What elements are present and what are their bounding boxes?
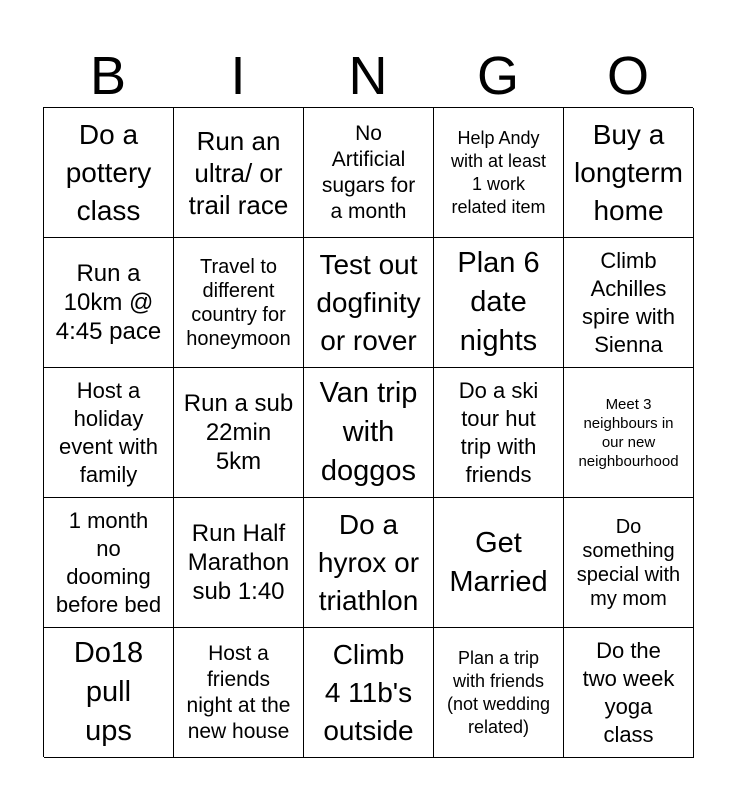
bingo-cell[interactable] [44, 628, 174, 758]
cell-text: Run a sub 22min 5km [183, 390, 294, 475]
bingo-cell[interactable] [304, 108, 434, 238]
cell-text: Run Half Marathon sub 1:40 [187, 520, 290, 605]
bingo-cell[interactable] [434, 238, 564, 368]
bingo-cell[interactable] [304, 498, 434, 628]
cell-text: Climb 4 11b's outside [323, 638, 414, 746]
cell-text: Do something special with my mom [576, 515, 681, 610]
cell-text: Do18 pull ups [73, 637, 144, 747]
bingo-cell[interactable] [174, 498, 304, 628]
bingo-cell[interactable] [564, 108, 694, 238]
header-letter-i: I [230, 46, 246, 106]
bingo-cell[interactable] [434, 108, 564, 238]
cell-text: Travel to different country for honeymoon [186, 255, 291, 350]
bingo-cell[interactable] [174, 628, 304, 758]
bingo-cell[interactable] [304, 628, 434, 758]
cell-text: Do a ski tour hut trip with friends [458, 377, 539, 487]
bingo-cell[interactable] [304, 238, 434, 368]
bingo-cell[interactable] [564, 238, 694, 368]
cell-text: Do a hyrox or triathlon [317, 508, 420, 616]
header-letter-o: O [606, 46, 649, 106]
bingo-cell[interactable] [44, 498, 174, 628]
header-letter-g: G [476, 46, 519, 106]
cell-text: Plan 6 date nights [457, 247, 540, 357]
bingo-cell[interactable] [174, 108, 304, 238]
bingo-cell[interactable] [44, 238, 174, 368]
cell-text: Meet 3 neighbours in our new neighbourhood [578, 395, 679, 470]
bingo-cell[interactable] [564, 368, 694, 498]
cell-text: Test out dogfinity or rover [316, 248, 421, 356]
cell-text: Van trip with doggos [319, 377, 418, 487]
bingo-cell[interactable] [434, 628, 564, 758]
bingo-cell[interactable] [564, 498, 694, 628]
bingo-cell[interactable] [44, 368, 174, 498]
bingo-cell[interactable] [564, 628, 694, 758]
bingo-grid [43, 107, 693, 757]
cell-text: Help Andy with at least 1 work related item [450, 127, 547, 217]
cell-text: Do a pottery class [65, 118, 152, 226]
bingo-cell[interactable] [174, 368, 304, 498]
cell-text: Climb Achilles spire with Sienna [582, 247, 675, 357]
cell-text: Do the two week yoga class [582, 637, 675, 747]
cell-text: Host a friends night at the new house [186, 641, 291, 743]
cell-text: Run a 10km @ 4:45 pace [55, 260, 162, 345]
header-letter-n: N [348, 46, 388, 106]
bingo-header [43, 48, 693, 104]
cell-text: Get Married [449, 526, 548, 598]
cell-text: 1 month no dooming before bed [55, 507, 162, 617]
bingo-cell[interactable] [434, 498, 564, 628]
cell-text: No Artificial sugars for a month [321, 121, 416, 223]
cell-text: Run an ultra/ or trail race [188, 125, 289, 220]
bingo-cell[interactable] [304, 368, 434, 498]
header-letter-b: B [89, 46, 127, 106]
cell-text: Plan a trip with friends (not wedding related) [446, 647, 551, 737]
bingo-cell[interactable] [434, 368, 564, 498]
cell-text: Host a holiday event with family [58, 377, 159, 487]
bingo-cell[interactable] [174, 238, 304, 368]
bingo-cell[interactable] [44, 108, 174, 238]
cell-text: Buy a longterm home [574, 118, 683, 226]
